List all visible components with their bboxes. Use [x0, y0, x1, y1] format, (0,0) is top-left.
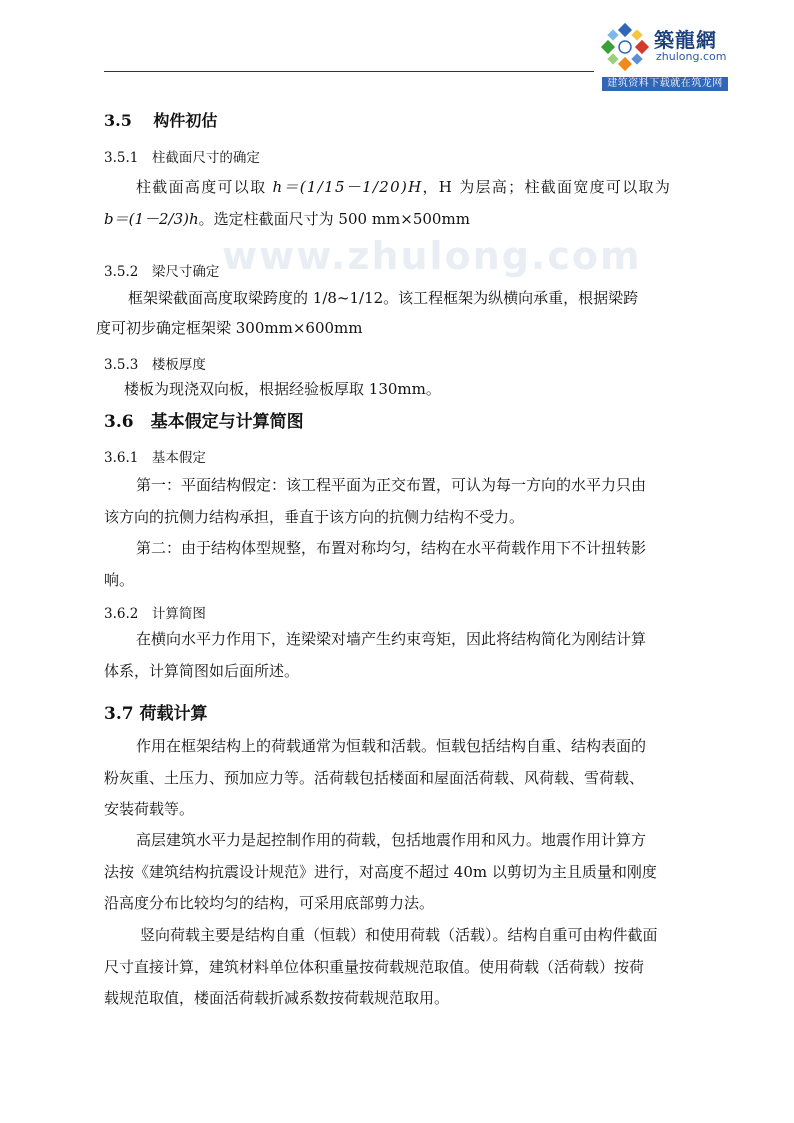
formula-h: h＝(1/15－1/20)H [272, 178, 423, 196]
text-line: 法按《建筑结构抗震设计规范》进行，对高度不超过 40m 以剪切为主且质量和刚度 [104, 862, 657, 881]
text-line: 度可初步确定框架梁 300mm×600mm [96, 319, 363, 337]
text-line: 第一：平面结构假定：该工程平面为正交布置，可认为每一方向的水平力只由 [136, 476, 647, 494]
paragraph-3-5-3 [104, 374, 692, 406]
heading-3-5: 3.5 构件初估 [104, 111, 218, 130]
text-line: 沿高度分布比较均匀的结构，可采用底部剪力法。 [104, 894, 435, 912]
zhulong-logo [598, 20, 732, 92]
heading-3-5-1: 3.5.1 柱截面尺寸的确定 [104, 150, 260, 166]
text-line: 第二：由于结构体型规整，布置对称均匀，结构在水平荷载作用下不计扭转影 [136, 539, 647, 557]
paragraph-3-7-first [104, 731, 692, 826]
header-rule [104, 71, 594, 72]
text-line: 楼板为现浇双向板，根据经验板厚取 130mm。 [124, 380, 441, 398]
logo-url: zhulong.com [656, 50, 727, 63]
logo-banner: 建筑资料下载就在筑龙网 [602, 77, 728, 91]
paragraph-3-6-2 [104, 624, 692, 687]
text-line: 载规范取值，楼面活荷载折减系数按荷载规范取用。 [104, 989, 450, 1007]
paragraph-3-7-second [104, 825, 692, 920]
heading-3-6: 3.6 基本假定与计算简图 [104, 412, 304, 432]
paragraph-3-5-1 [104, 172, 692, 235]
text-line: 竖向荷载主要是结构自重（恒载）和使用荷载（活载）。结构自重可由构件截面 [140, 926, 658, 944]
text-line: 作用在框架结构上的荷载通常为恒载和活载。恒载包括结构自重、结构表面的 [136, 737, 647, 755]
text-line: 响。 [104, 570, 135, 589]
text-line: 粉灰重、土压力、预加应力等。活荷载包括楼面和屋面活荷载、风荷载、雪荷载、 [104, 768, 645, 787]
heading-3-6-2: 3.6.2 计算简图 [104, 606, 206, 622]
text-line: 高层建筑水平力是起控制作用的荷载，包括地震作用和风力。地震作用计算方 [136, 831, 647, 849]
formula-b: b＝(1－2/3)h [104, 209, 199, 228]
heading-3-5-2: 3.5.2 梁尺寸确定 [104, 264, 220, 280]
text-line: 在横向水平力作用下，连梁梁对墙产生约束弯矩，因此将结构简化为刚结计算 [136, 630, 647, 648]
logo-title: 築龍網 [654, 28, 717, 52]
text-fragment: 柱截面高度可以取 [136, 178, 273, 196]
text-line: 该方向的抗侧力结构承担，垂直于该方向的抗侧力结构不受力。 [104, 507, 525, 526]
text-line: 尺寸直接计算，建筑材料单位体积重量按荷载规范取值。使用荷载（活荷载）按荷 [104, 957, 645, 976]
text-line: 体系，计算简图如后面所述。 [104, 661, 300, 680]
snowflake-logo-icon [600, 22, 650, 72]
paragraph-3-5-2 [96, 283, 692, 343]
text-line: 框架梁截面高度取梁跨度的 1/8~1/12。该工程框架为纵横向承重，根据梁跨 [128, 289, 639, 307]
watermark: www.zhulong.com [222, 234, 642, 278]
paragraph-3-6-1-second [104, 533, 692, 596]
heading-3-6-1: 3.6.1 基本假定 [104, 450, 206, 466]
text-line: 安装荷载等。 [104, 800, 195, 818]
text-fragment: ，H 为层高；柱截面宽度可以取为 [422, 178, 672, 196]
heading-3-7: 3.7 荷载计算 [104, 704, 208, 724]
heading-3-5-3: 3.5.3 楼板厚度 [104, 357, 206, 373]
paragraph-3-6-1-first [104, 470, 692, 533]
paragraph-3-7-third [104, 920, 692, 1015]
text-fragment: 。选定柱截面尺寸为 500 mm×500mm [198, 209, 470, 228]
